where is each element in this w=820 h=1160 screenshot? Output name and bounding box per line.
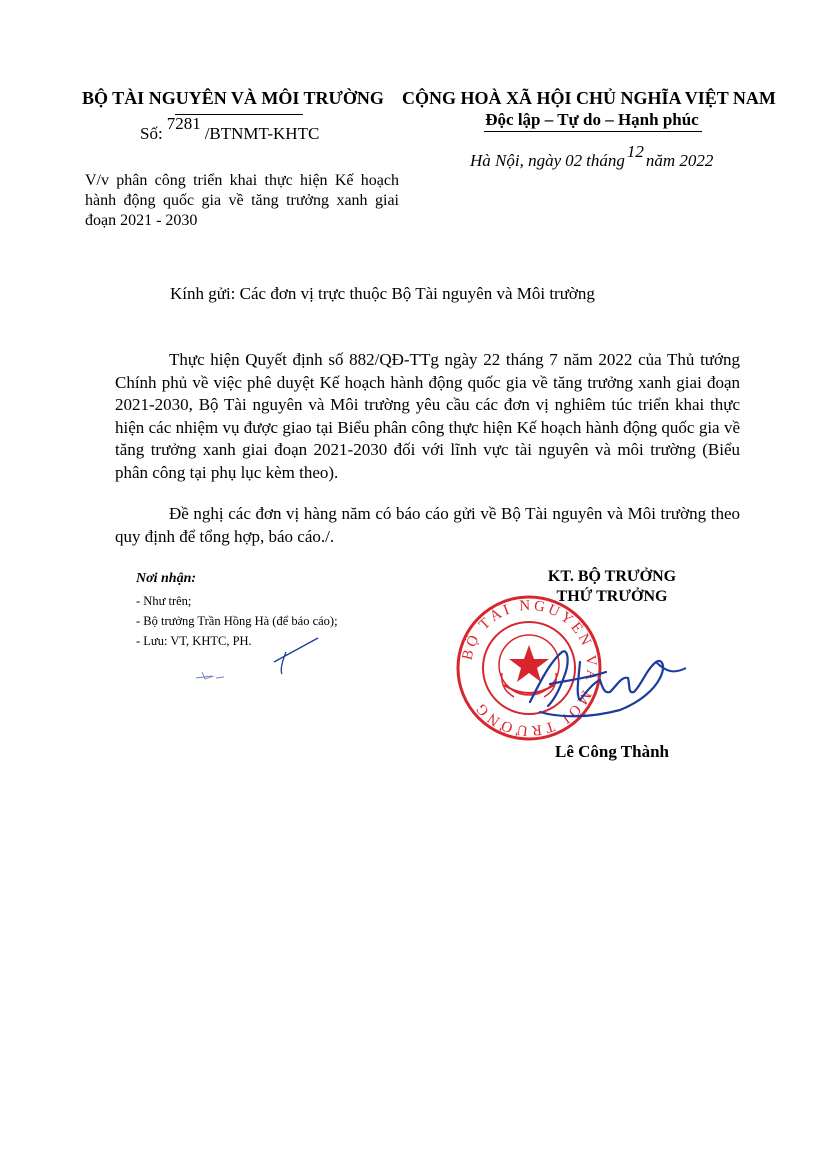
body-paragraph-1: Thực hiện Quyết định số 882/QĐ-TTg ngày 22 tháng 7 năm 2022 của Thủ tướng Chính phủ về việc phê duyệt Kế hoạch hành động quốc gia về tăng trưởng xanh giai đoạn 2021-2030, Bộ Tài nguyên và Môi trường yêu cầu các đơn vị nghiêm túc triển khai thực hiện các nhiệm vụ được giao tại Biểu phân công thực hiện Kế hoạch hành động quốc gia về tăng trưởng xanh giai đoạn 2021-2030 đối với lĩnh vực tài nguyên và môi trường (Biểu phân công tại phụ lục kèm theo). [115, 350, 740, 482]
signature-title [512, 567, 712, 607]
docno-number: 7281 [166, 114, 201, 133]
recipient-line: Kính gửi: Các đơn vị trực thuộc Bộ Tài nguyên và Môi trường [170, 284, 595, 303]
docno-suffix: /BTNMT-KHTC [204, 124, 320, 143]
issuing-agency: BỘ TÀI NGUYÊN VÀ MÔI TRƯỜNG [82, 88, 384, 108]
document-subject: V/v phân công triển khai thực hiện Kế hoạch hành động quốc gia về tăng trưởng xanh giai đoạn 2021 - 2030 [85, 172, 399, 229]
signature-title-line1: KT. BỘ TRƯỞNG [547, 568, 677, 585]
signer-name: Lê Công Thành [554, 742, 669, 761]
date-day: 02 [565, 151, 583, 170]
signature-title-line2: THỨ TRƯỞNG [556, 588, 668, 605]
national-title: CỘNG HOÀ XÃ HỘI CHỦ NGHĨA VIỆT NAM [402, 88, 776, 108]
date-month-label: tháng [586, 151, 625, 170]
document-number [140, 114, 320, 144]
date-month: 12 [626, 142, 644, 161]
date-line [470, 142, 714, 171]
body-paragraph-2: Đề nghị các đơn vị hàng năm có báo cáo gửi về Bộ Tài nguyên và Môi trường theo quy định để tổng hợp, báo cáo./. [115, 504, 740, 546]
initials-mark [190, 632, 320, 692]
docno-prefix: Số: [140, 124, 163, 143]
date-year: năm 2022 [645, 151, 714, 170]
recipients-item: - Bộ trưởng Trần Hồng Hà (để báo cáo); [136, 614, 338, 628]
handwritten-signature [510, 622, 690, 722]
recipients-item: - Như trên; [136, 594, 192, 608]
date-place: Hà Nội, ngày [470, 151, 562, 170]
recipients-title: Nơi nhận: [136, 571, 197, 586]
motto-underline [484, 131, 702, 132]
national-motto: Độc lập – Tự do – Hạnh phúc [485, 110, 699, 129]
seal-text: BỘ TÀI NGUYÊN VÀ MÔI TRƯỜNG [459, 597, 600, 739]
recipients-item: - Lưu: VT, KHTC, PH. [136, 634, 252, 648]
